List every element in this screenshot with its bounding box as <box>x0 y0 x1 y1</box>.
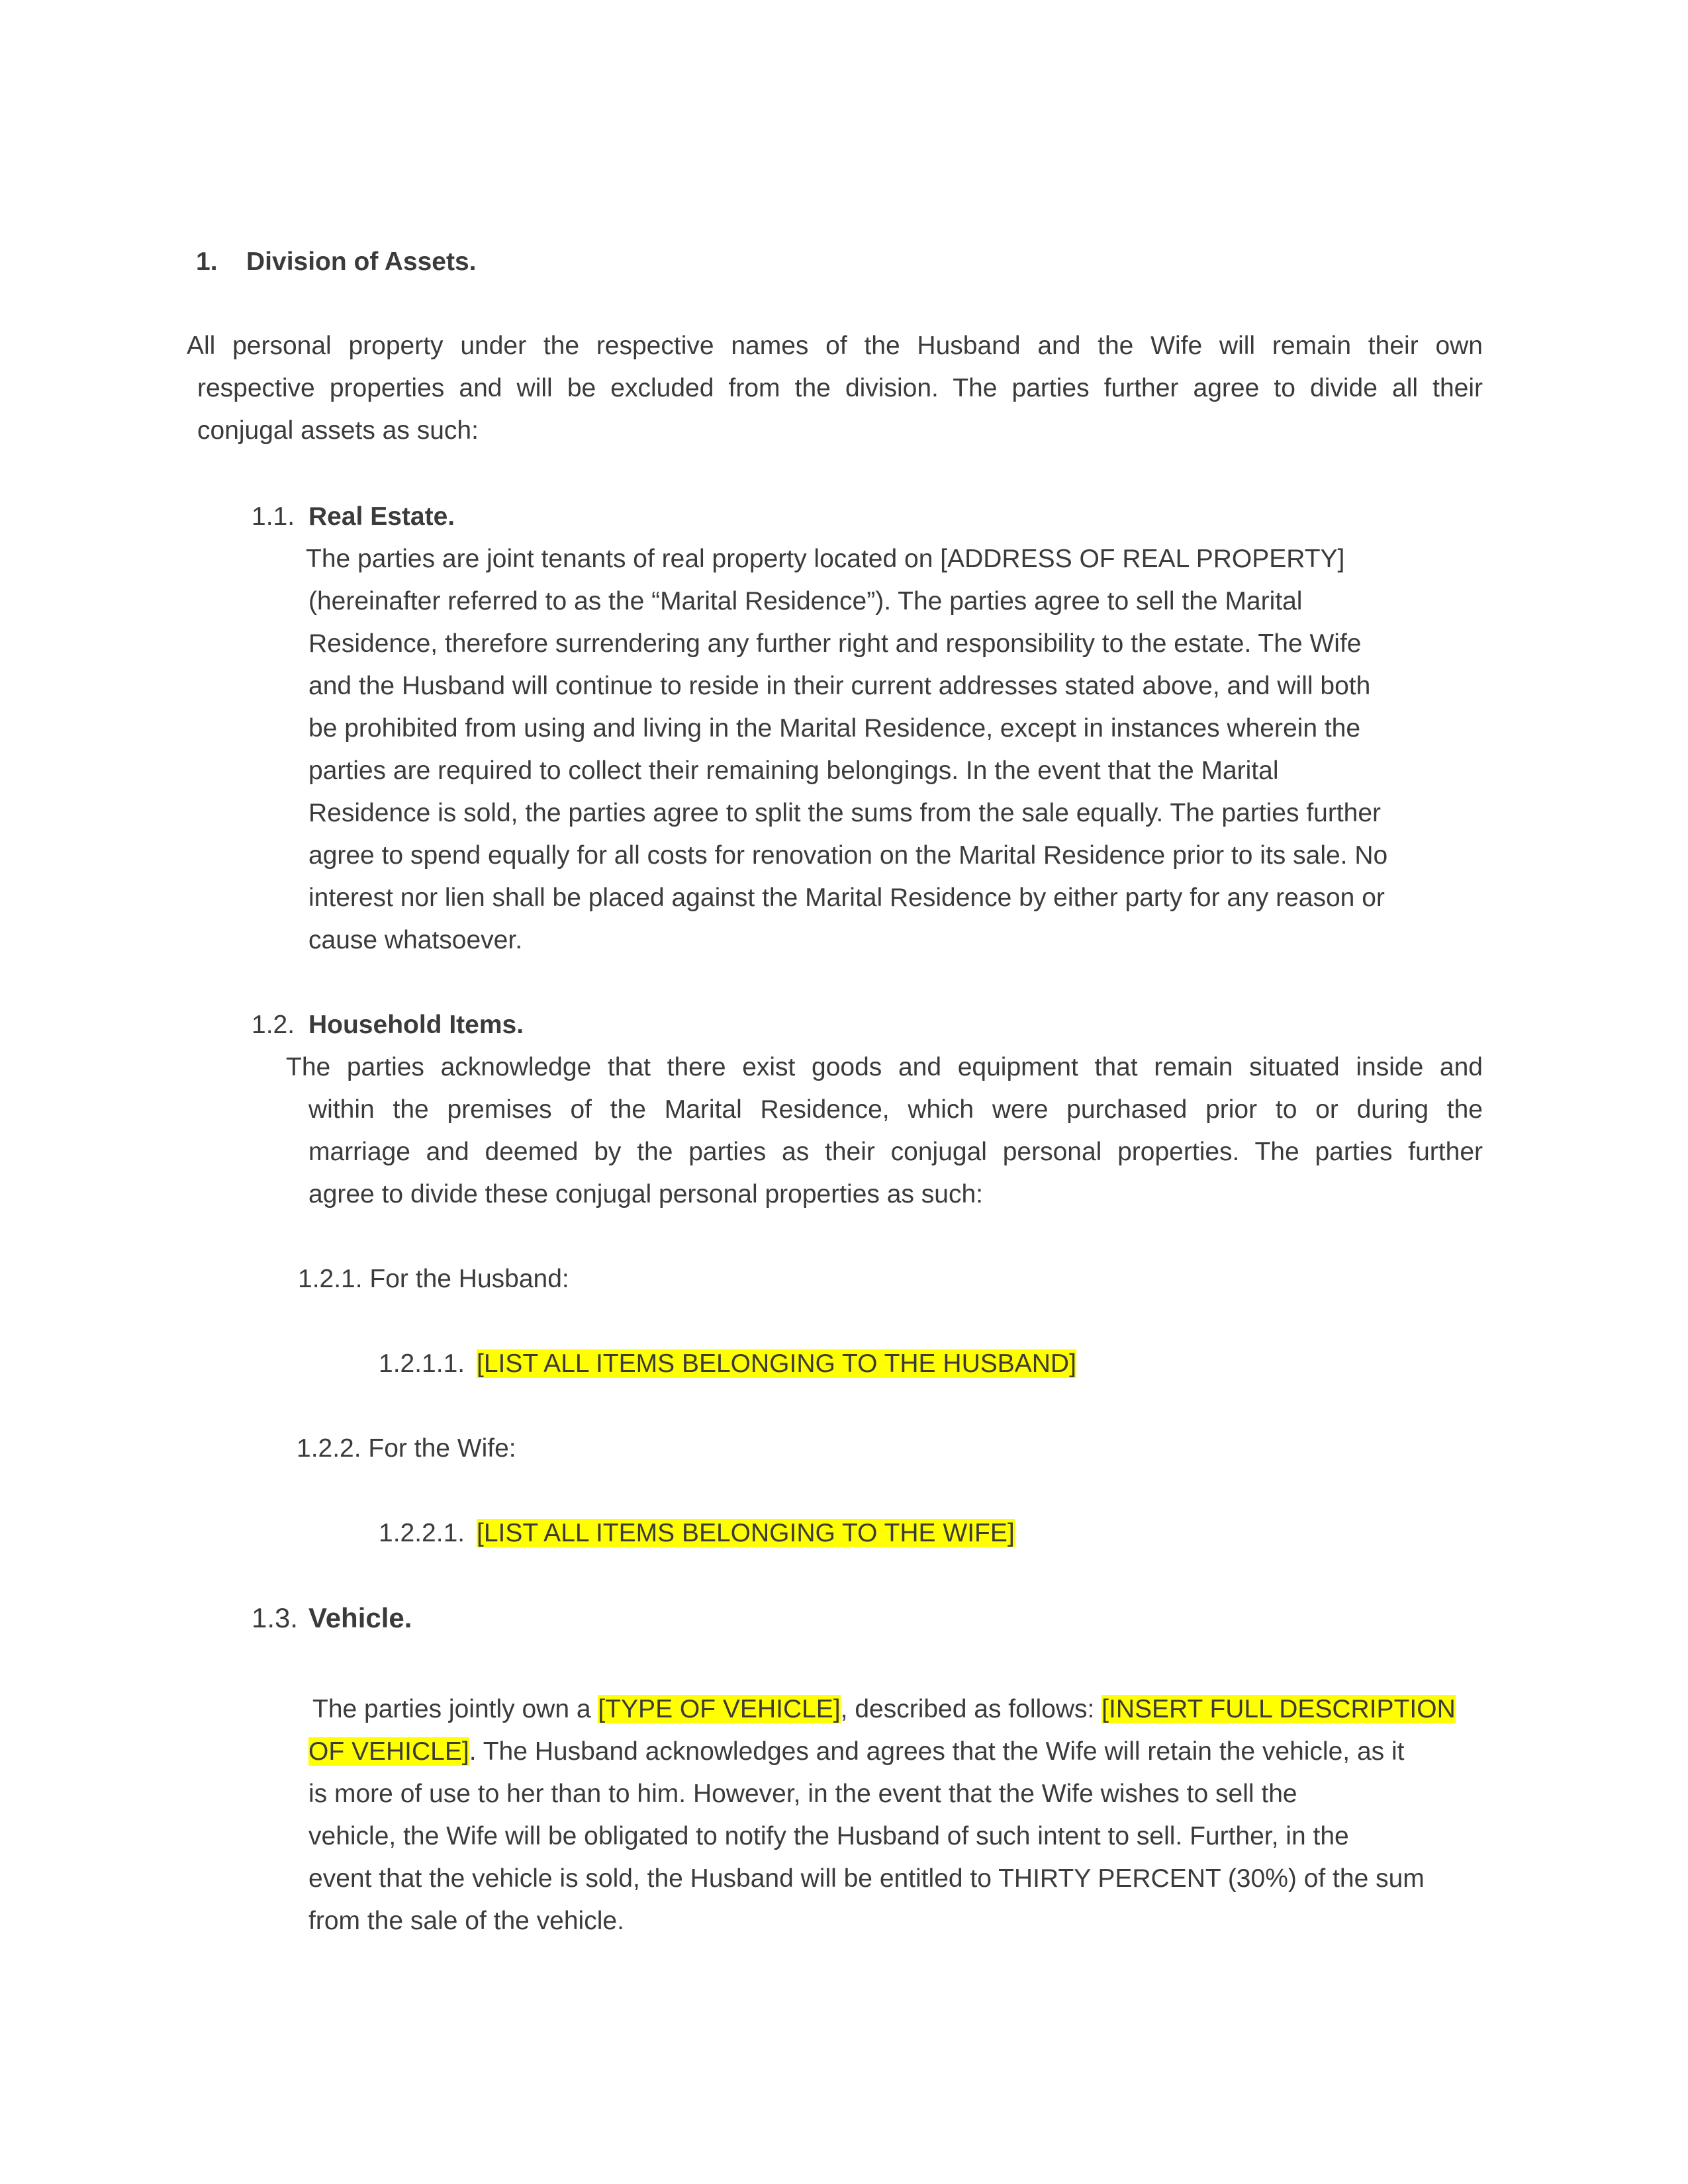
wife-item-placeholder: [LIST ALL ITEMS BELONGING TO THE WIFE] <box>477 1519 1015 1547</box>
husband-label: 1.2.1. For the Husband: <box>298 1265 569 1293</box>
intro-line: conjugal assets as such: <box>197 416 479 445</box>
section-number: 1. <box>196 248 218 276</box>
household-first-line <box>286 1046 1483 1089</box>
vehicle-text: , described as follows: <box>840 1695 1102 1723</box>
subsection-number: 1.1. <box>252 502 295 531</box>
vehicle-line: event that the vehicle is sold, the Husband will be entitled to THIRTY PERCENT (30%) of the sum <box>308 1864 1425 1893</box>
vehicle-description-placeholder: [INSERT FULL DESCRIPTION <box>1102 1695 1456 1723</box>
vehicle-text: . The Husband acknowledges and agrees that the Wife will retain the vehicle, as it <box>469 1737 1405 1766</box>
vehicle-line-1 <box>312 1688 1456 1731</box>
husband-item-placeholder: [LIST ALL ITEMS BELONGING TO THE HUSBAND] <box>477 1349 1076 1378</box>
real-estate-line: The parties are joint tenants of real property located on [ADDRESS OF REAL PROPERTY] <box>306 545 1345 573</box>
vehicle-line-2 <box>308 1731 1404 1773</box>
vehicle-line: from the sale of the vehicle. <box>308 1907 624 1935</box>
vehicle-text: The parties jointly own a <box>312 1695 598 1723</box>
real-estate-line: cause whatsoever. <box>308 926 523 954</box>
subsection-number: 1.2. <box>252 1011 295 1039</box>
vehicle-line: vehicle, the Wife will be obligated to notify the Husband of such intent to sell. Further, in the <box>308 1822 1349 1850</box>
section-title: Division of Assets. <box>246 248 477 276</box>
wife-item-number: 1.2.2.1. <box>379 1519 465 1547</box>
real-estate-line: agree to spend equally for all costs for renovation on the Marital Residence prior to its sale. No <box>308 841 1388 870</box>
vehicle-description-placeholder-cont: OF VEHICLE] <box>308 1737 469 1766</box>
intro-paragraph-cont <box>197 367 1483 452</box>
husband-item-number: 1.2.1.1. <box>379 1349 465 1378</box>
real-estate-line: (hereinafter referred to as the “Marital Residence”). The parties agree to sell the Marital <box>308 587 1303 615</box>
intro-line: All personal property under the respective names of the Husband and the Wife will remain their own <box>187 332 1483 360</box>
wife-item <box>477 1512 1015 1555</box>
vehicle-line: is more of use to her than to him. However, in the event that the Wife wishes to sell the <box>308 1780 1297 1808</box>
household-paragraph <box>308 1089 1483 1216</box>
wife-label: 1.2.2. For the Wife: <box>297 1434 516 1463</box>
vehicle-paragraph <box>308 1773 1425 1942</box>
husband-item <box>477 1343 1076 1385</box>
real-estate-line: parties are required to collect their remaining belongings. In the event that the Marital <box>308 756 1279 785</box>
real-estate-line: and the Husband will continue to reside in their current addresses stated above, and will both <box>308 672 1371 700</box>
intro-paragraph <box>187 325 1483 367</box>
subsection-title: Vehicle. <box>308 1602 412 1633</box>
real-estate-line: Residence, therefore surrendering any further right and responsibility to the estate. The Wife <box>308 629 1362 658</box>
subsection-title: Real Estate. <box>308 502 455 531</box>
real-estate-paragraph <box>308 580 1387 962</box>
real-estate-first-line <box>306 538 1344 580</box>
household-line: agree to divide these conjugal personal properties as such: <box>308 1180 983 1208</box>
vehicle-type-placeholder: [TYPE OF VEHICLE] <box>598 1695 841 1723</box>
real-estate-line: Residence is sold, the parties agree to split the sums from the sale equally. The parties further <box>308 799 1382 827</box>
household-line: within the premises of the Marital Residence, which were purchased prior to or during the <box>308 1095 1483 1124</box>
subsection-title: Household Items. <box>308 1011 524 1039</box>
subsection-number: 1.3. <box>252 1602 299 1633</box>
household-line: marriage and deemed by the parties as their conjugal personal properties. The parties further <box>308 1138 1483 1166</box>
real-estate-line: be prohibited from using and living in the Marital Residence, except in instances wherein the <box>308 714 1361 743</box>
intro-line: respective properties and will be excluded from the division. The parties further agree to divide all their <box>197 374 1483 402</box>
real-estate-line: interest nor lien shall be placed against the Marital Residence by either party for any reason or <box>308 884 1385 912</box>
household-line: The parties acknowledge that there exist goods and equipment that remain situated inside and <box>286 1053 1483 1081</box>
